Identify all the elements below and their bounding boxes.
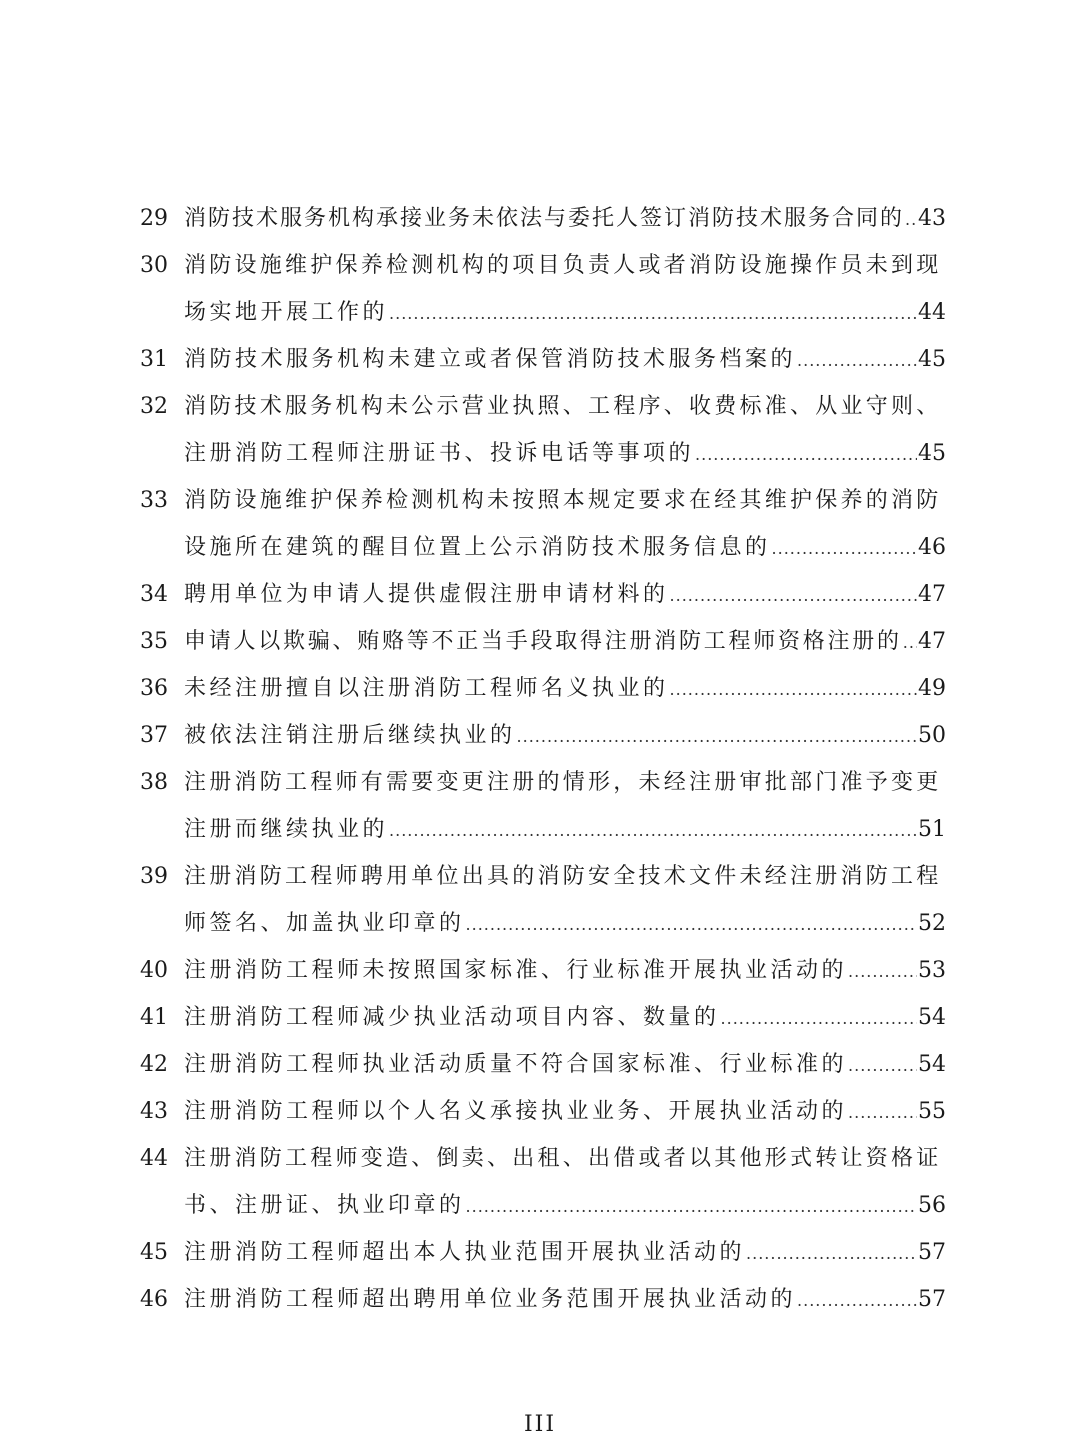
toc-entry-body: [184, 1135, 946, 1229]
dot-leader: [848, 948, 917, 994]
dot-leader: [797, 337, 917, 383]
toc-entry-page-number: 54: [918, 1005, 946, 1030]
toc-entry-title: 注册消防工程师聘用单位出具的消防安全技术文件未经注册消防工程: [184, 864, 942, 889]
toc-entry-title: 注册消防工程师超出本人执业范围开展执业活动的: [184, 1240, 746, 1265]
toc-entry-body: [184, 1276, 946, 1323]
toc-entry-last-line: [184, 1041, 946, 1088]
toc-entry-title: 注册消防工程师以个人名义承接执业业务、开展执业活动的: [184, 1099, 848, 1124]
toc-entry-page-number: 43: [918, 206, 946, 231]
toc-entry-page-number: 54: [918, 1052, 946, 1077]
toc-entry-page-number: 56: [918, 1193, 946, 1218]
toc-entry-title: 消防设施维护保养检测机构未按照本规定要求在经其维护保养的消防: [184, 488, 942, 513]
toc-entry: [140, 383, 946, 477]
dot-leader: [389, 807, 917, 853]
toc-entry-body: [184, 195, 946, 242]
toc-entry-number: 44: [140, 1146, 168, 1171]
toc-entry-number: 37: [140, 723, 168, 748]
toc-entry-title: 消防设施维护保养检测机构的项目负责人或者消防设施操作员未到现: [184, 253, 942, 278]
toc-entry-page-number: 45: [918, 441, 946, 466]
toc-entry-body: [184, 1229, 946, 1276]
toc-entry: [140, 1276, 946, 1323]
toc-entry-number: 30: [140, 253, 168, 278]
toc-entry-page-number: 52: [918, 911, 946, 936]
toc-entry-body: [184, 336, 946, 383]
dot-leader: [797, 1277, 917, 1323]
page-number-footer: III: [523, 1412, 557, 1437]
dot-leader: [903, 619, 917, 665]
toc-entry-body: [184, 242, 946, 336]
toc-entry-body: [184, 947, 946, 994]
toc-entry-page-number: 47: [918, 582, 946, 607]
dot-leader: [721, 995, 917, 1041]
toc-entry-page-number: 57: [918, 1240, 946, 1265]
toc-entry: [140, 1041, 946, 1088]
toc-entry-page-number: 45: [918, 347, 946, 372]
toc-entry: [140, 477, 946, 571]
toc-entry-title: 注册消防工程师执业活动质量不符合国家标准、行业标准的: [184, 1052, 848, 1077]
toc-entry-title: 注册消防工程师未按照国家标准、行业标准开展执业活动的: [184, 958, 848, 983]
toc-entry-page-number: 53: [918, 958, 946, 983]
toc-entry-title: 注册消防工程师超出聘用单位业务范围开展执业活动的: [184, 1287, 797, 1312]
toc-entry-title: 注册消防工程师减少执业活动项目内容、数量的: [184, 1005, 720, 1030]
toc-entry-body: [184, 994, 946, 1041]
toc-entry-page-number: 57: [918, 1287, 946, 1312]
toc-entry-title: 师签名、加盖执业印章的: [184, 911, 465, 936]
dot-leader: [746, 1230, 917, 1276]
toc-entry-page-number: 51: [918, 817, 946, 842]
toc-entry-line: [184, 853, 946, 900]
toc-entry-number: 38: [140, 770, 168, 795]
toc-entry-line: [184, 1135, 946, 1182]
table-of-contents: [140, 195, 946, 1323]
toc-entry-last-line: [184, 618, 946, 665]
dot-leader: [466, 1183, 917, 1229]
toc-entry-last-line: [184, 571, 946, 618]
toc-entry-last-line: [184, 947, 946, 994]
toc-entry-line: [184, 242, 946, 289]
toc-entry-last-line: [184, 994, 946, 1041]
toc-entry-title: 场实地开展工作的: [184, 300, 389, 325]
toc-entry: [140, 853, 946, 947]
toc-entry-body: [184, 477, 946, 571]
toc-entry-title: 设施所在建筑的醒目位置上公示消防技术服务信息的: [184, 535, 771, 560]
toc-entry: [140, 571, 946, 618]
toc-entry-body: [184, 853, 946, 947]
toc-entry: [140, 1229, 946, 1276]
toc-entry-line: [184, 759, 946, 806]
toc-entry: [140, 947, 946, 994]
toc-entry-body: [184, 383, 946, 477]
toc-entry-page-number: 55: [918, 1099, 946, 1124]
toc-entry-number: 39: [140, 864, 168, 889]
toc-entry-last-line: [184, 430, 946, 477]
toc-entry-page-number: 44: [918, 300, 946, 325]
toc-entry-body: [184, 571, 946, 618]
dot-leader: [905, 196, 917, 242]
toc-entry-body: [184, 618, 946, 665]
toc-entry: [140, 712, 946, 759]
toc-entry: [140, 1088, 946, 1135]
toc-entry-title: 注册消防工程师变造、倒卖、出租、出借或者以其他形式转让资格证: [184, 1146, 942, 1171]
toc-entry-number: 41: [140, 1005, 168, 1030]
dot-leader: [848, 1089, 917, 1135]
toc-entry-body: [184, 1041, 946, 1088]
toc-entry-title: 消防技术服务机构未建立或者保管消防技术服务档案的: [184, 347, 797, 372]
toc-entry-title: 注册而继续执业的: [184, 817, 389, 842]
toc-entry-last-line: [184, 1276, 946, 1323]
dot-leader: [466, 901, 917, 947]
dot-leader: [772, 525, 917, 571]
toc-entry: [140, 759, 946, 853]
toc-entry-number: 36: [140, 676, 168, 701]
toc-entry-last-line: [184, 524, 946, 571]
toc-entry-number: 29: [140, 206, 168, 231]
toc-entry-number: 35: [140, 629, 168, 654]
toc-entry-body: [184, 712, 946, 759]
toc-entry-number: 31: [140, 347, 168, 372]
toc-entry-number: 34: [140, 582, 168, 607]
toc-entry-title: 聘用单位为申请人提供虚假注册申请材料的: [184, 582, 669, 607]
toc-entry-body: [184, 665, 946, 712]
toc-entry: [140, 336, 946, 383]
toc-entry-number: 32: [140, 394, 168, 419]
toc-entry-title: 消防技术服务机构未公示营业执照、工程序、收费标准、从业守则、: [184, 394, 942, 419]
toc-entry-number: 46: [140, 1287, 168, 1312]
toc-entry: [140, 242, 946, 336]
toc-entry: [140, 994, 946, 1041]
toc-entry-title: 消防技术服务机构承接业务未依法与委托人签订消防技术服务合同的: [184, 206, 905, 231]
toc-entry-page-number: 47: [918, 629, 946, 654]
toc-entry-title: 注册消防工程师有需要变更注册的情形，未经注册审批部门准予变更: [184, 770, 942, 795]
toc-entry-body: [184, 1088, 946, 1135]
toc-entry-number: 40: [140, 958, 168, 983]
toc-entry-line: [184, 383, 946, 430]
toc-entry-page-number: 50: [918, 723, 946, 748]
dot-leader: [389, 290, 917, 336]
toc-entry-last-line: [184, 289, 946, 336]
toc-entry-title: 注册消防工程师注册证书、投诉电话等事项的: [184, 441, 695, 466]
toc-entry-number: 45: [140, 1240, 168, 1265]
toc-entry-last-line: [184, 195, 946, 242]
toc-entry-title: 书、注册证、执业印章的: [184, 1193, 465, 1218]
toc-entry-line: [184, 477, 946, 524]
toc-entry-number: 43: [140, 1099, 168, 1124]
dot-leader: [695, 431, 917, 477]
toc-entry-title: 申请人以欺骗、贿赂等不正当手段取得注册消防工程师资格注册的: [184, 629, 902, 654]
toc-entry-last-line: [184, 806, 946, 853]
toc-entry-page-number: 49: [918, 676, 946, 701]
toc-entry-body: [184, 759, 946, 853]
toc-entry-title: 未经注册擅自以注册消防工程师名义执业的: [184, 676, 669, 701]
dot-leader: [517, 713, 917, 759]
toc-entry-number: 42: [140, 1052, 168, 1077]
toc-entry-number: 33: [140, 488, 168, 513]
toc-entry-last-line: [184, 1229, 946, 1276]
toc-entry: [140, 665, 946, 712]
toc-entry-last-line: [184, 665, 946, 712]
dot-leader: [848, 1042, 917, 1088]
toc-entry-last-line: [184, 336, 946, 383]
toc-entry-last-line: [184, 1182, 946, 1229]
toc-entry-last-line: [184, 1088, 946, 1135]
toc-entry: [140, 195, 946, 242]
dot-leader: [670, 572, 917, 618]
toc-entry: [140, 1135, 946, 1229]
toc-entry-last-line: [184, 900, 946, 947]
toc-entry-last-line: [184, 712, 946, 759]
toc-entry: [140, 618, 946, 665]
toc-entry-title: 被依法注销注册后继续执业的: [184, 723, 516, 748]
dot-leader: [670, 666, 917, 712]
toc-entry-page-number: 46: [918, 535, 946, 560]
